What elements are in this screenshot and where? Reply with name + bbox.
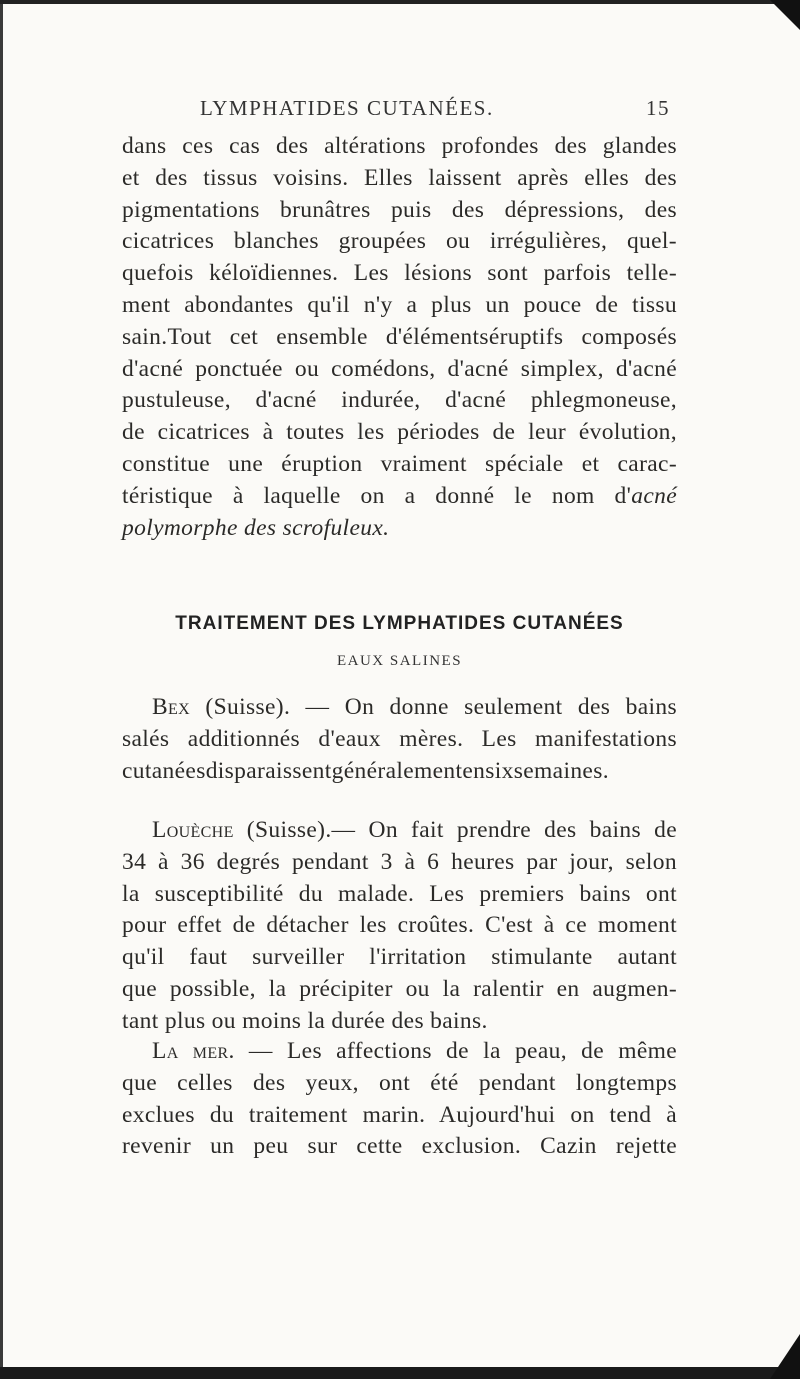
text-line: d'acné ponctuée ou comédons, d'acné simplex, d'acné <box>122 355 677 382</box>
text-line: qu'il faut surveiller l'irritation stimulante autant <box>122 944 677 971</box>
text-line: tant plus ou moins la durée des bains. <box>122 1007 488 1034</box>
text-line: revenir un peu sur cette exclusion. Cazin rejette <box>122 1133 677 1160</box>
text-line: ment abondantes qu'il n'y a plus un pouce de tissu <box>122 291 677 318</box>
text-line: constitue une éruption vraiment spéciale et carac- <box>122 450 677 477</box>
place-name: La mer. <box>152 1038 235 1064</box>
paragraph-la-mer <box>122 1036 677 1163</box>
place-name: Bex <box>152 694 191 720</box>
section-subheading: EAUX SALINES <box>336 653 463 669</box>
italic-term: acné <box>631 482 677 509</box>
text-line: 34 à 36 degrés pendant 3 à 6 heures par jour, selon <box>122 848 677 875</box>
page-left-edge <box>0 0 3 1379</box>
paragraph-loueche <box>122 815 677 1038</box>
italic-term: polymorphe des scrofuleux. <box>122 514 390 541</box>
page-top-edge <box>0 0 800 4</box>
text-line: exclues du traitement marin. Aujourd'hui on tend à <box>122 1101 677 1128</box>
page-number: 15 <box>646 96 670 120</box>
text-line: que celles des yeux, ont été pendant longtemps <box>122 1069 677 1096</box>
text-line: sain.Tout cet ensemble d'élémentséruptifs composés <box>122 323 677 350</box>
page-corner-fold <box>770 0 800 30</box>
text-fragment: (Suisse). — On donne seulement des bains <box>190 694 677 720</box>
text-line: que possible, la précipiter ou la ralentir en augmen- <box>122 975 677 1002</box>
text-line: la susceptibilité du malade. Les premiers bains ont <box>122 880 677 907</box>
text-line: dans ces cas des altérations profondes des glandes <box>122 133 677 159</box>
text-line: et des tissus voisins. Elles laissent après elles des <box>122 164 677 191</box>
running-title: LYMPHATIDES CUTANÉES. <box>200 96 494 120</box>
page-bottom-corner <box>770 1334 800 1379</box>
text-line <box>122 1036 677 1068</box>
text-line <box>122 513 677 545</box>
text-line: cicatrices blanches groupées ou irrégulières, quel- <box>122 228 677 255</box>
paragraph-bex <box>122 692 677 787</box>
text-line <box>122 692 677 724</box>
text-fragment: — Les affections de la peau, de même <box>234 1038 678 1064</box>
text-line <box>122 481 677 513</box>
text-line: de cicatrices à toutes les périodes de leur évolution, <box>122 419 677 446</box>
text-fragment: téristique à laquelle on a donné le nom d' <box>122 482 632 509</box>
text-line: salés additionnés d'eaux mères. Les manifestations <box>122 725 677 752</box>
page-bottom-edge <box>0 1367 800 1379</box>
text-line: pigmentations brunâtres puis des dépressions, des <box>122 196 677 223</box>
text-line: pustuleuse, d'acné indurée, d'acné phlegmoneuse, <box>122 387 677 414</box>
place-name: Louèche <box>152 817 234 843</box>
paragraph-acne <box>122 131 677 544</box>
text-line: quefois kéloïdiennes. Les lésions sont parfois telle- <box>122 260 677 287</box>
section-heading: TRAITEMENT DES LYMPHATIDES CUTANÉES <box>175 613 624 634</box>
running-head <box>150 96 670 126</box>
text-line: pour effet de détacher les croûtes. C'est à ce moment <box>122 912 677 939</box>
text-fragment: (Suisse).— On fait prendre des bains de <box>233 817 677 843</box>
text-line: cutanéesdisparaissentgénéralementensixsemaines. <box>122 757 609 784</box>
text-line <box>122 815 677 847</box>
